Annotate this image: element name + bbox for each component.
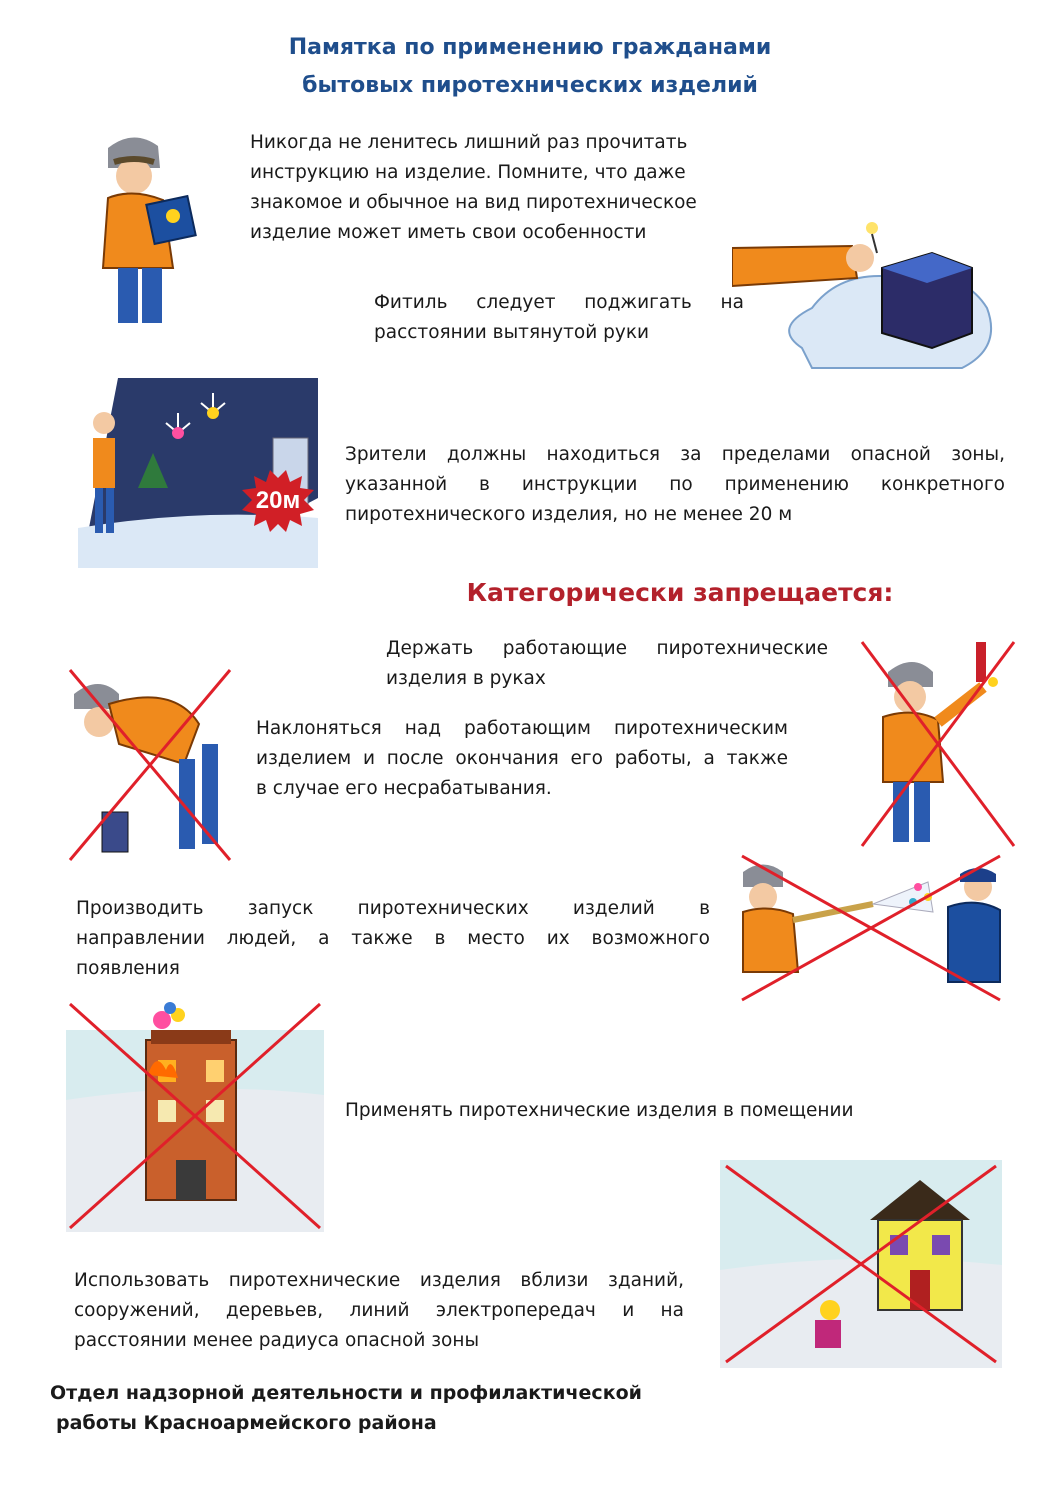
instructions-text bbox=[250, 128, 750, 248]
launch-at-people-crossed-illustration bbox=[738, 852, 1004, 1004]
fuse-line: расстоянии вытянутой руки bbox=[374, 322, 650, 343]
spectators-line: Зрители должны находиться за пределами опасной зоны, bbox=[345, 444, 1005, 465]
prohibited-item-bend bbox=[256, 714, 788, 804]
page-title-line-2: бытовых пиротехнических изделий bbox=[302, 73, 758, 98]
prohibited-line: Держать работающие пиротехнические bbox=[386, 638, 828, 659]
spectators-line: пиротехнического изделия, но не менее 20 м bbox=[345, 504, 793, 525]
prohibited-heading: Категорически запрещается: bbox=[466, 578, 894, 607]
prohibited-item-indoors bbox=[345, 1096, 945, 1126]
prohibited-line: направлении людей, а также в место их возможного bbox=[76, 928, 710, 949]
instructions-line: изделие может иметь свои особенности bbox=[250, 222, 647, 243]
prohibited-line: Использовать пиротехнические изделия вблизи зданий, bbox=[74, 1270, 684, 1291]
instructions-line: знакомое и обычное на вид пиротехническое bbox=[250, 192, 697, 213]
prohibited-line: сооружений, деревьев, линий электропередач и на bbox=[74, 1300, 684, 1321]
fuse-text-2 bbox=[374, 318, 744, 348]
prohibited-line: Производить запуск пиротехнических изделий в bbox=[76, 898, 710, 919]
prohibited-line: изделия в руках bbox=[386, 668, 546, 689]
prohibited-item-direction bbox=[76, 894, 710, 984]
prohibited-line: появления bbox=[76, 958, 180, 979]
spectator-distance-illustration bbox=[78, 378, 323, 568]
burning-building-crossed-illustration bbox=[66, 1000, 324, 1232]
page-title-line-1: Памятка по применению гражданами bbox=[288, 35, 772, 60]
instructions-line: Никогда не ленитесь лишний раз прочитать bbox=[250, 132, 688, 153]
prohibited-line: в случае его несрабатывания. bbox=[256, 778, 552, 799]
prohibited-line: расстоянии менее радиуса опасной зоны bbox=[74, 1330, 480, 1351]
spectators-text bbox=[345, 440, 1005, 530]
footer-line: Отдел надзорной деятельности и профилактической bbox=[50, 1382, 642, 1404]
holding-firework-crossed-illustration bbox=[858, 632, 1018, 850]
lighting-fuse-illustration bbox=[732, 208, 1002, 373]
spectators-line: указанной в инструкции по применению конкретного bbox=[345, 474, 1005, 495]
fuse-line: Фитиль следует поджигать на bbox=[374, 292, 744, 313]
instructions-line: инструкцию на изделие. Помните, что даже bbox=[250, 162, 686, 183]
distance-badge-text: 20м bbox=[255, 487, 301, 514]
prohibited-line: изделием и после окончания его работы, а также bbox=[256, 748, 788, 769]
prohibited-item-hold bbox=[386, 634, 828, 694]
footer-department bbox=[50, 1378, 690, 1438]
house-fireworks-crossed-illustration bbox=[720, 1160, 1002, 1368]
bending-over-crossed-illustration bbox=[64, 664, 236, 864]
prohibited-line: Наклоняться над работающим пиротехническим bbox=[256, 718, 788, 739]
prohibited-line: Применять пиротехнические изделия в помещении bbox=[345, 1100, 854, 1121]
fuse-text bbox=[374, 288, 744, 318]
prohibited-item-near-buildings bbox=[74, 1266, 684, 1356]
man-reading-instructions-illustration bbox=[78, 128, 218, 328]
footer-line: работы Красноармейского района bbox=[56, 1412, 437, 1434]
